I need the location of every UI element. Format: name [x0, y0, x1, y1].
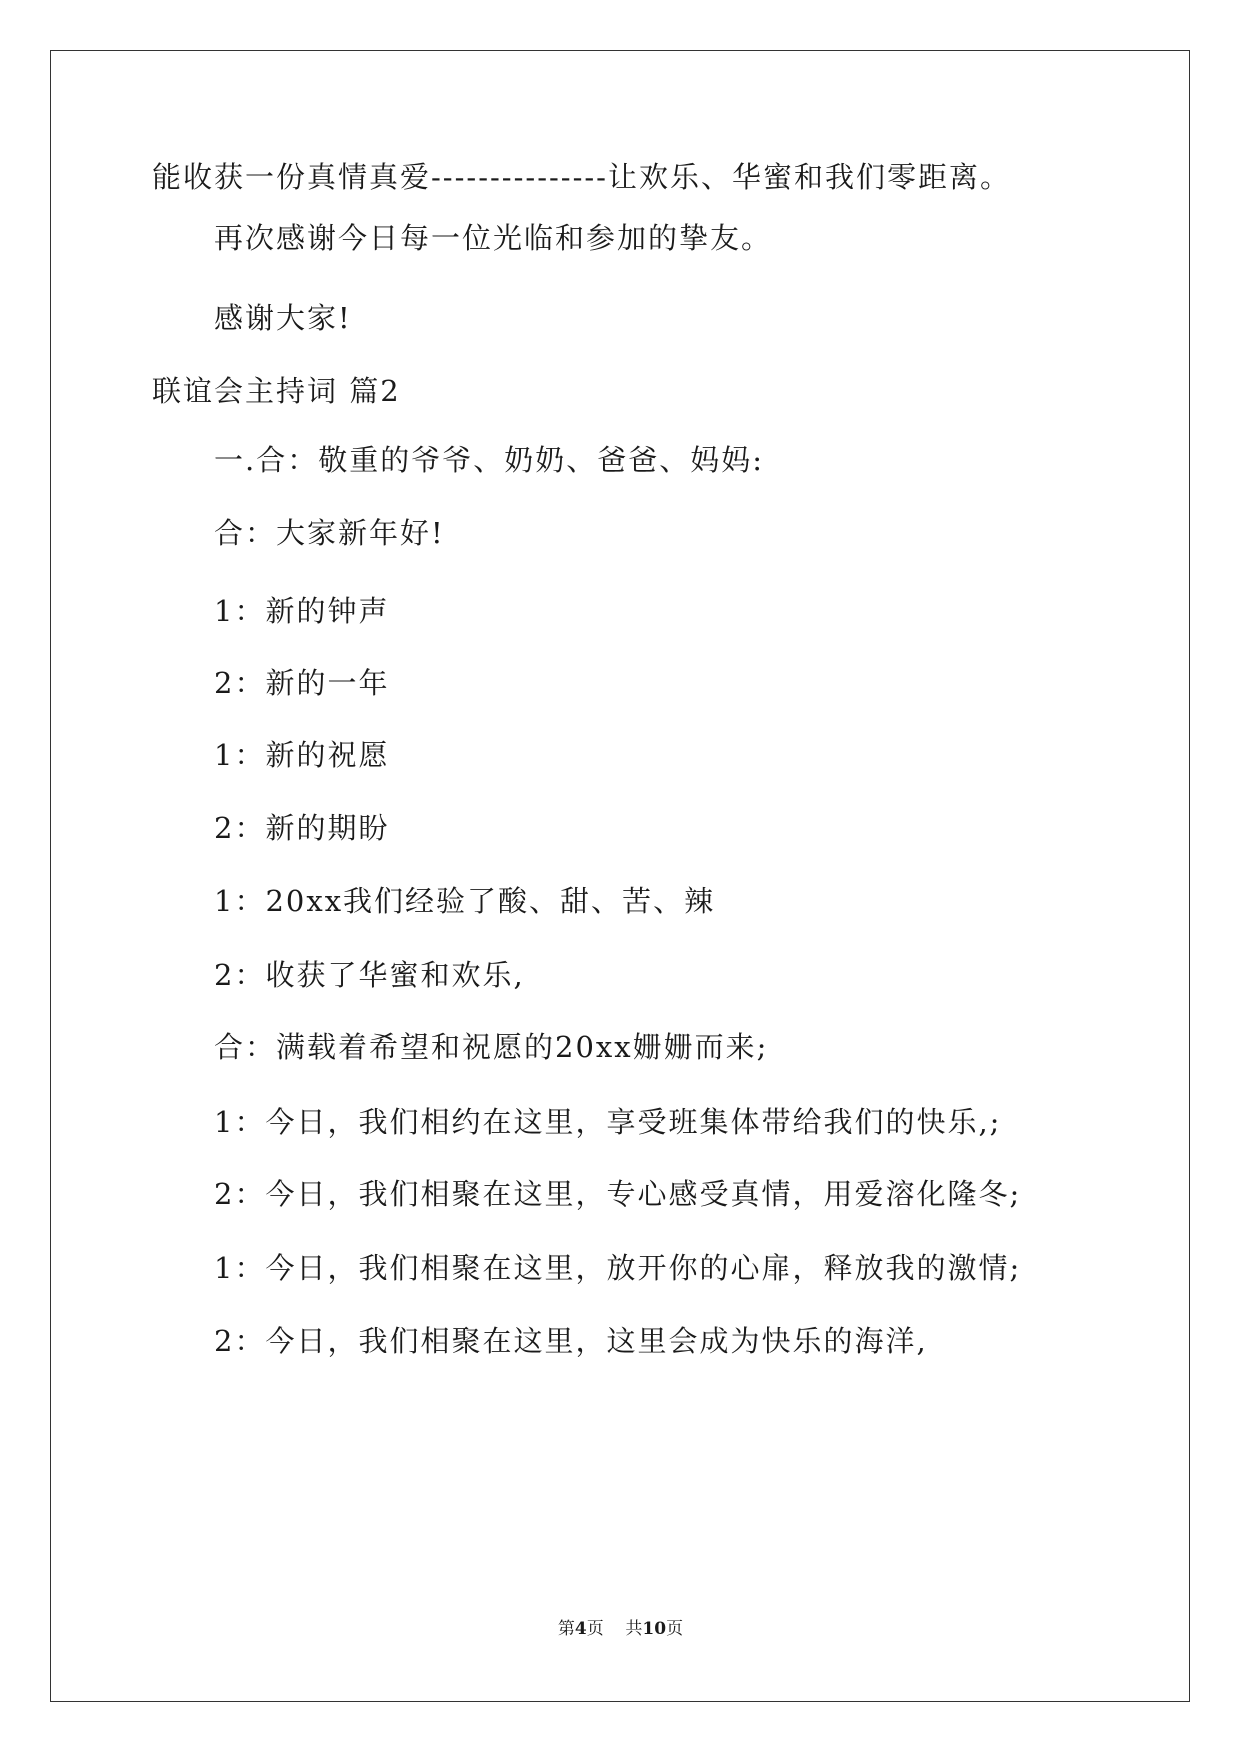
footer-total-suffix: 页: [666, 1619, 684, 1639]
text-line: 2：新的期盼: [214, 811, 390, 845]
text-line: 1：20xx我们经验了酸、甜、苦、辣: [214, 884, 716, 918]
text-line: 1：新的祝愿: [214, 738, 390, 772]
text-line: 1：今日，我们相约在这里，享受班集体带给我们的快乐,;: [214, 1105, 1002, 1139]
footer-total-pages: 10: [642, 1619, 667, 1639]
page-footer: [0, 1617, 1241, 1641]
text-line: 2：新的一年: [214, 666, 390, 700]
text-line: 合：大家新年好!: [214, 516, 445, 550]
footer-page-suffix: 页: [586, 1619, 604, 1639]
footer-page-number: 4: [574, 1619, 587, 1639]
footer-prefix: 第: [557, 1619, 575, 1639]
text-line: 1：新的钟声: [214, 594, 390, 628]
footer-total-prefix: 共: [625, 1619, 643, 1639]
text-line: 2：今日，我们相聚在这里，这里会成为快乐的海洋,: [214, 1324, 928, 1358]
text-line: 合：满载着希望和祝愿的20xx姗姗而来;: [214, 1030, 769, 1064]
text-line: 能收获一份真情真爱---------------让欢乐、华蜜和我们零距离。: [152, 160, 1011, 194]
text-line: 2：今日，我们相聚在这里，专心感受真情，用爱溶化隆冬;: [214, 1177, 1022, 1211]
text-line: 2：收获了华蜜和欢乐,: [214, 958, 525, 992]
text-line: 一.合：敬重的爷爷、奶奶、爸爸、妈妈:: [214, 443, 764, 477]
text-line: 再次感谢今日每一位光临和参加的挚友。: [214, 221, 773, 255]
text-line: 1：今日，我们相聚在这里，放开你的心扉，释放我的激情;: [214, 1251, 1022, 1285]
text-line: 感谢大家!: [214, 301, 352, 335]
section-heading: 联谊会主持词 篇2: [152, 374, 401, 408]
